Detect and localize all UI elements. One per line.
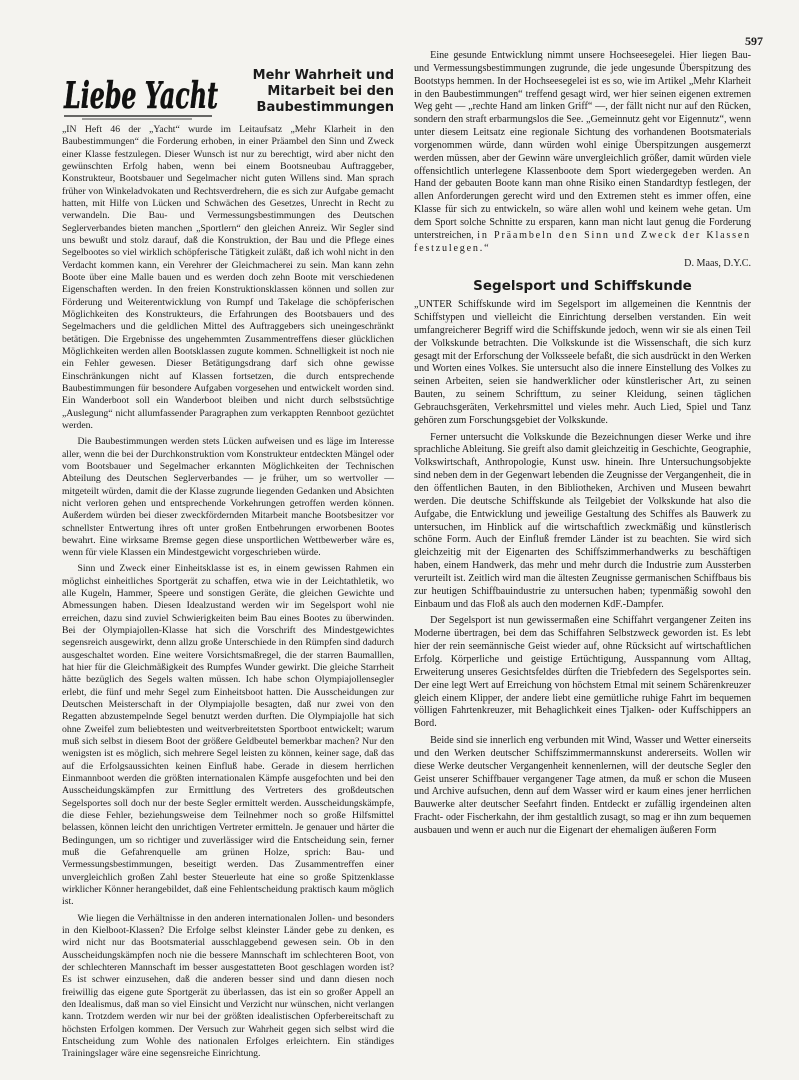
article-header [62,66,394,122]
article1-p5-spaced-text: in Präambeln den Sinn und Zweck der Klassen festzulegen.“ [414,229,751,254]
article1-paragraph-4: Wie liegen die Verhältnisse in den anderen internationalen Jollen- und besonders in den Kielboot-Klassen? Die Erfolge selbst kleinster Länder gebe zu denken, es wird nicht nur das Bootsmaterial ausschlaggebend gewesen sein. Ob in den Ausscheidungskämpfen noch nie die bessere Mannschaft im schlechteren Boot, von der schlechteren Mannschaft im besser ausgestatteten Boot geschlagen worden ist? Es ist schwer einzusehen, daß die anderen besser sind und dann diesen noch freiwillig das eigene gute Sportgerät zu überlassen, das ist ein so großer Appell an den Idealismus, daß man so viel Einsicht und Verzicht nur wünschen, nicht verlangen kann. Trotzdem werden wir nur bei der größten idealistischen Opferbereitschaft zu höchsten Erfolgen kommen. Der Versuch zur Wahrheit gegen sich selbst wird die Entscheidung zum Wohle des nationalen Erfolges erleichtern. Ein ständiges Trainingslager wäre eine segensreiche Einrichtung. [62,912,394,1060]
article1-paragraph-3: Sinn und Zweck einer Einheitsklasse ist es, in einem gewissen Rahmen ein möglichst einheitliches Sportgerät zu schaffen, etwa wie in der Leichtathletik, wo alle Kugeln, Hammer, Speere und sonstigen Geräte, die gleichen Gewichte und Abmessungen haben. Diesen Idealzustand werden wir im Segelsport wohl nie erreichen, dazu sind zuviel Schwierigkeiten beim Bau eines Bootes zu überwinden. Bei der Olympiajollen-Klasse hat sich die Vorschrift des Mindestgewichtes segensreich ausgewirkt, denn allzu große Unterschiede in den Rümpfen sind dadurch ausgeschaltet worden. Eine weitere Vorsichtsmaßregel, die der starren Baumalllen, hat hier für die Gleichmäßigkeit des Rumpfes Wunder gewirkt. Die gleiche Starrheit hätte bezüglich des Segels walten müssen. Ich habe schon Olympiajollensegler erlebt, die fünf und mehr Segel zum Einheitsboot hatten. Die Ausscheidungen zur Deutschen Meisterschaft in der Olympiajolle besagten, daß nur zwei von den Regatten abzustempelnde Segel benutzt werden durften. Die Olympiajolle hat sich ohne Zweifel zum beliebtesten und weitverbreitetsten Sportboot entwickelt; warum muß sich selbst in diesem Boot der größere Geldbeutel bemerkbar machen? Nur den wenigsten ist es möglich, sich mehrere Segel leisten zu können, keiner sage, daß das auf die Erfolgsaussichten keinen Einfluß habe. Gerade in diesem herrlichen Einmannboot werden die größten internationalen Kämpfe ausgefochten und bei den Ausscheidungskämpfen zur Ermittlung des Vertreters des großdeutschen Segelsportes soll doch nur der beste Segler ermittelt werden. Ausscheidungskämpfe, die diese Fehler, beziehungsweise dem Teilnehmer noch so große Hilfsmittel belassen, können leicht den unrichtigen Vertreter ermitteln. Je genauer und härter die Bedingungen, um so richtiger und zuverlässiger wird die Entscheidung sein, ferner muß die Gefahrenquelle am grünen Holze, sprich: Bau- und Vermessungsbestimmungen, beseitigt werden. Das Zusammentreffen einer unvergleichlich großen Zahl bester Steuerleute hat eine so große Spitzenklasse wirklicher Könner herangebildet, daß eine Fehlentscheidung praktisch kaum möglich ist. [62,563,394,908]
article1-p5-text: Eine gesunde Entwicklung nimmt unsere Hochseesegelei. Hier liegen Bau- und Vermessungsbestimmungen zugrunde, die jede ungesunde Überspitzung des Bootstyps hemmen. In der Hochseesegelei ist es so, wie im Artikel „Mehr Klarheit in den Baubestimmungen“ treffend gesagt wird, wer hier seinen eigenen extremen Weg geht — „rechte Hand am linken Griff“ —, der fällt nicht nur auf den Rücken, sondern den straft erbarmungslos die See. „Gemeinnutz geht vor Eigennutz“, wenn unter diesem Leitsatz eine regionale Sichtung des vorhandenen Bootsmaterials vorgenommen würde, dann würden wohl einige Überspitzungen ausgemerzt werden müssen, aber der Gewinn wäre unvergleichlich größer, damit würden viele offensichtlich unterlegene Klassenboote dem Sport wiedergegeben werden. An Hand der gebauten Boote kann man ohne Risiko einen Standardtyp festlegen, der allen Anforderungen gerecht wird und den Extremen steht es immer offen, eine Klasse für sich zu entwickeln, so wäre allen wohl und keinem wehe getan. Um dem Sport solche Schnitte zu ersparen, kann man nicht laut genug die Forderung unterstreichen, [414,50,751,241]
article2-headline: Segelsport und Schiffskunde [473,278,692,295]
logo-text: Liebe Yacht [63,75,219,117]
article2-paragraph-4: Beide sind sie innerlich eng verbunden mit Wind, Wasser und Wetter einerseits und den Werken deutscher Schiffszimmermannskunst andererseits. Wollen wir diese Werke deutscher Vergangenheit kennenlernen, will der deutsche Segler den Geist unserer Schiffbauer vergangener Tage atmen, da muß er schon die Museen und Archive aufsuchen, denn auf dem Wasser wird er kaum eines jener herrlichen Bauwerke alter deutscher Seefahrt finden. Entdeckt er zufällig irgendeinen alten Fracht- oder Fischerkahn, der ihm gestaltlich zusagt, so mag er ihn zum bequemen ausbauen und wenn er auch nur die Eigenart der ehemaligen äußeren Form [414,735,751,836]
article-headline: Mehr Wahrheit und Mitarbeit bei den Baubestimmungen [252,68,394,115]
article1-paragraph-5 [414,50,751,256]
right-column [414,50,751,838]
article1-paragraph-2: Die Baubestimmungen werden stets Lücken aufweisen und es läge im Interesse aller, wenn die bei der Durchkonstruktion vom Konstrukteur entdeckten Mängel oder vom Bootsbauer und Segelmacher erkannten Möglichkeiten der Technischen Abteilung des Deutschen Seglerverbandes — je früher, um so wertvoller — mitgeteilt würden, damit die der Klasse zugrunde liegenden Gedanken und Absichten nicht verloren gehen und entsprechende Vorkehrungen getroffen werden können. Außerdem würden bei dieser zweckfördernden Mitarbeit manche Bootsbesitzer vor schnellster Entwertung ihres oft unter großen Entbehrungen erworbenen Bootes bewahrt. Eine wirksame Bremse gegen diese unsportlichen Wettbewerber wäre es, wenn für viele Klassen ein Mindestgewicht vorgeschrieben würde. [62,436,394,559]
article2-paragraph-2: Ferner untersucht die Volkskunde die Bezeichnungen dieser Werke und ihre sprachliche Ableitung. Sie greift also damit gleichzeitig in Geschichte, Geographie, Volkswirtschaft, Anthropologie, Kunst usw. hinein. Ihre Untersuchungsobjekte sind neben dem in der Gegenwart lebenden die Zeugnisse der Vergangenheit, die in den öffentlichen Bauten, in den Bibliotheken, Archiven und Museen bewahrt werden. Die deutsche Schiffskunde als Teilgebiet der Volkskunde hat also die Aufgabe, die Entwicklung und jeweilige Gestaltung des Schiffes als Bauwerk zu untersuchen, im Hinblick auf die wirtschaftlich zweckmäßig und künstlerisch schöne Form. Auch der Einfluß fremder Länder ist zu beachten. Sie wird sich gleichzeitig mit der Eigenarten des Schiffszimmerhandwerks zu beschäftigen haben, einem Handwerk, das mehr und mehr durch die Industrie zum Aussterben verurteilt ist. Zeitlich wird man die ältesten Zeugnisse germanischen Schiffbaus bis zur heutigen Schiffbauindustrie zu untersuchen haben; typenmäßig sowohl den Einbaum und das Floß als auch den modernen KdF.-Dampfer. [414,431,751,610]
article1-signature: D. Maas, D.Y.C. [684,257,751,269]
article1-paragraph-1: „IN Heft 46 der „Yacht“ wurde im Leitaufsatz „Mehr Klarheit in den Baubestimmungen“ die Forderung erhoben, in einer Präambel den Sinn und Zweck einer Klasse festzulegen. Dieser Wunsch ist nur zu berechtigt, wird aber nicht den gewünschten Erfolg haben, wenn bei einem Bootsneubau Auftraggeber, Konstrukteur, Bootsbauer und Segelmacher nicht guten Willens sind. Man sprach früher von Winkeladvokaten und Rechtsverdrehern, die es sich zur Aufgabe gemacht hatten, mit Hilfe von Lücken und Schwächen des Gesetzes, Unrecht in Recht zu verwandeln. Die Bau- und Vermessungsbestimmungen des Deutschen Seglerverbandes bieten manchen „Sportlern“ den gleichen Anreiz. Wir Segler sind uns bewußt und stolz darauf, daß die Konstruktion, der Bau und die Pflege eines Segelbootes so viel wirklich schöpferische Tätigkeit zuläßt, daß ich wohl nicht in den Verdacht kommen kann, ein Verehrer der Gleichmacherei zu sein. Man kann zehn Boote über eine Malle bauen und es werden doch zehn Boote mit verschiedenen Eigenschaften werden. In den freien Konstruktionsklassen können und sollen zur Förderung und Weiterentwicklung von Rumpf und Takelage die schöpferischen Möglichkeiten des Konstrukteurs, die Erfahrungen des Bootsbauers und des Segelmachers und die geldlichen Mittel des Auftraggebers sich uneingeschränkt betätigen. Die Ergebnisse des ungehemmten Zusammentreffens dieser glücklichen Möglichkeiten werden allen Bootsklassen zugute kommen. Schnelligkeit ist noch nie ein Fehler gewesen. Dieser Betätigungsdrang darf sich ohne gewisse Einschränkungen nicht auf Klassen fortsetzen, die durch entsprechende Baubestimmungen für besondere Aufgaben vorgesehen und entwickelt worden sind. Ein Wanderboot soll ein Wanderboot bleiben und nicht durch selbstsüchtige „Auslegung“ nicht allumfassender Paragraphen zum verkappten Rennboot gezüchtet werden. [62,124,394,431]
page-number: 597 [745,34,763,48]
liebe-yacht-logo [62,66,222,122]
article2-paragraph-3: Der Segelsport ist nun gewissermaßen eine Schiffahrt vergangener Zeiten ins Moderne übertragen, bei dem das Schiffahren Selbstzweck geworden ist. Es lebt hier der rein seemännische Geist wieder auf, ohne Rücksicht auf wirtschaftlichen Erfolg. Körperliche und geistige Ertüchtigung, Ausspannung vom Alltag, Erweiterung unseres Gesichtsfeldes dürften die Triebfedern des Segelsportes sein. Der eine legt Wert auf Erreichung von höchstem Etmal mit seinem Schärenkreuzer gleich einem Klipper, der andere liebt eine gemütliche ruhige Fahrt im bequemen völligen Fahrtenkreuzer, mit Behaglichkeit eines Tjalken- oder Kuffschippers an Bord. [414,615,751,730]
left-column [62,124,394,1061]
article2-paragraph-1: „UNTER Schiffskunde wird im Segelsport im allgemeinen die Kenntnis der Schiffstypen und vielleicht die Einrichtung derselben verstanden. Ein weit umfangreicherer Begriff wird die Schiffskunde jedoch, wenn wir sie als einen Teil der Volkskunde betrachten. Die Volkskunde ist die Wissenschaft, die sich kurz gesagt mit der Erforschung der Volksseele befaßt, die sich ausdrückt in den Werken und Worten eines Volkes. Sie untersucht also die innere Einstellung des Volkes zu seinen Arbeiten, seien sie handwerklicher oder künstlerischer Art, zu seinen Bauten, zu seinem Schrifttum, zu seiner Kleidung, seinen täglichen Gebrauchsgeräten, Verkehrsmittel und vieles mehr. Auch Lied, Spiel und Tanz gehören zum Forschungsgebiet der Volkskunde. [414,299,751,426]
